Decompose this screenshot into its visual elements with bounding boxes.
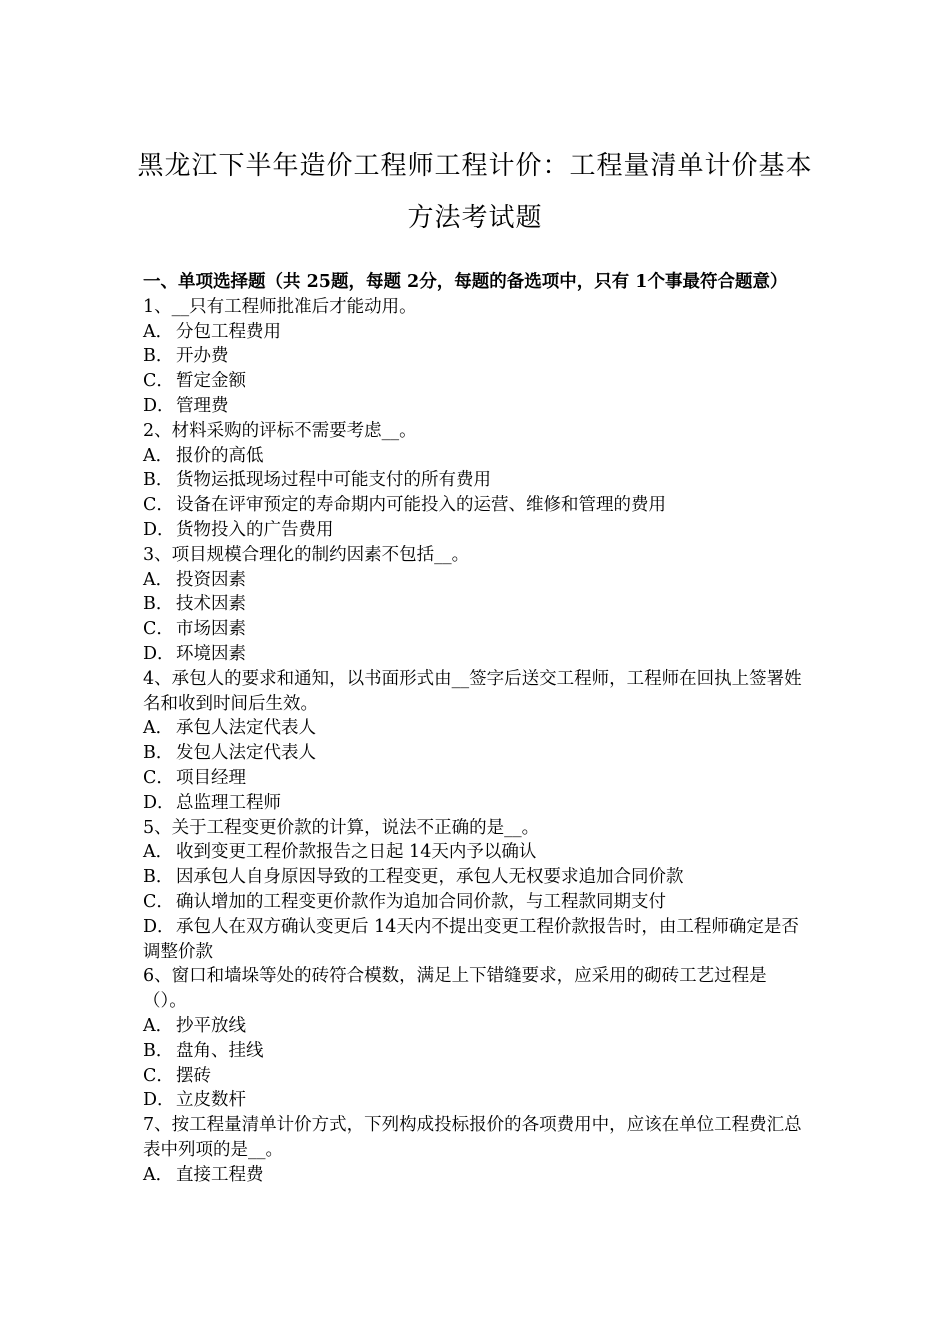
question-text: 4、承包人的要求和通知，以书面形式由__签字后送交工程师，工程师在回执上签署姓名和收到时间后生效。 — [143, 668, 802, 714]
option-letter: B． — [143, 867, 174, 888]
question-text: 1、__只有工程师批准后才能动用。 — [143, 296, 417, 317]
option-letter: D． — [143, 519, 175, 540]
section-heading: 一、单项选择题（共 25题，每题 2分，每题的备选项中，只有 1个事最符合题意） — [143, 272, 788, 292]
title-line-1: 黑龙江下半年造价工程师工程计价：工程量清单计价基本 — [137, 151, 813, 181]
option-text: 货物运抵现场过程中可能支付的所有费用 — [176, 470, 491, 491]
option-letter: A． — [143, 842, 174, 863]
answer-option — [143, 493, 808, 518]
option-letter: D． — [143, 395, 175, 416]
answer-option — [143, 766, 808, 791]
option-letter: C． — [143, 619, 174, 640]
answer-option — [143, 1014, 808, 1039]
option-text: 立皮数杆 — [176, 1090, 246, 1111]
answer-option — [143, 716, 808, 741]
answer-option — [143, 1064, 808, 1089]
option-letter: B． — [143, 594, 174, 615]
question-text: 7、按工程量清单计价方式，下列构成投标报价的各项费用中，应该在单位工程费汇总表中列项的是__。 — [143, 1115, 802, 1160]
document-body — [143, 270, 808, 1187]
option-letter: D． — [143, 643, 175, 664]
question-text: 5、关于工程变更价款的计算，说法不正确的是__。 — [143, 817, 540, 838]
title-line-2: 方法考试题 — [407, 203, 543, 233]
question-text: 2、材料采购的评标不需要考虑__。 — [143, 420, 417, 441]
question-text: 6、窗口和墙垛等处的砖符合模数，满足上下错缝要求，应采用的砌砖工艺过程是（）。 — [143, 966, 767, 1012]
option-letter: C． — [143, 495, 174, 516]
option-letter: D． — [143, 916, 175, 937]
option-text: 报价的高低 — [176, 445, 264, 466]
answer-option — [143, 468, 808, 493]
option-letter: A． — [143, 321, 174, 342]
document-title — [120, 140, 830, 244]
option-letter: A． — [143, 1164, 174, 1185]
option-letter: B． — [143, 470, 174, 491]
answer-option — [143, 394, 808, 419]
answer-option — [143, 741, 808, 766]
answer-option — [143, 1163, 808, 1188]
answer-option — [143, 592, 808, 617]
option-letter: D． — [143, 792, 175, 813]
option-text: 确认增加的工程变更价款作为追加合同价款，与工程款同期支付 — [176, 891, 666, 912]
answer-option — [143, 791, 808, 816]
option-text: 项目经理 — [176, 767, 246, 788]
option-text: 承包人在双方确认变更后 14天内不提出变更工程价款报告时，由工程师确定是否调整价款 — [143, 916, 799, 962]
option-text: 环境因素 — [176, 643, 246, 664]
option-text: 市场因素 — [176, 619, 246, 640]
option-text: 因承包人自身原因导致的工程变更，承包人无权要求追加合同价款 — [176, 867, 684, 888]
option-text: 发包人法定代表人 — [176, 743, 316, 764]
option-letter: B． — [143, 743, 174, 764]
option-letter: A． — [143, 1015, 174, 1036]
option-text: 摆砖 — [176, 1065, 211, 1086]
option-letter: A． — [143, 569, 174, 590]
question-list — [143, 295, 808, 1188]
option-letter: C． — [143, 767, 174, 788]
option-letter: A． — [143, 445, 174, 466]
answer-option — [143, 1039, 808, 1064]
answer-option — [143, 617, 808, 642]
option-text: 盘角、挂线 — [176, 1040, 264, 1061]
option-text: 分包工程费用 — [176, 321, 281, 342]
option-text: 抄平放线 — [176, 1015, 246, 1036]
option-text: 设备在评审预定的寿命期内可能投入的运营、维修和管理的费用 — [176, 495, 666, 516]
answer-option — [143, 568, 808, 593]
answer-option — [143, 1088, 808, 1113]
option-text: 收到变更工程价款报告之日起 14天内予以确认 — [176, 842, 537, 863]
answer-option — [143, 890, 808, 915]
option-letter: D． — [143, 1090, 175, 1111]
answer-option — [143, 369, 808, 394]
option-letter: B． — [143, 1040, 174, 1061]
option-text: 技术因素 — [176, 594, 246, 615]
answer-option — [143, 518, 808, 543]
answer-option — [143, 642, 808, 667]
option-letter: C． — [143, 891, 174, 912]
option-letter: A． — [143, 718, 174, 739]
option-letter: C． — [143, 1065, 174, 1086]
option-text: 货物投入的广告费用 — [176, 519, 334, 540]
answer-option — [143, 865, 808, 890]
option-text: 管理费 — [176, 395, 229, 416]
option-text: 投资因素 — [176, 569, 246, 590]
answer-option — [143, 444, 808, 469]
question-text: 3、项目规模合理化的制约因素不包括__。 — [143, 544, 470, 565]
option-text: 暂定金额 — [176, 371, 246, 392]
answer-option — [143, 915, 808, 965]
answer-option — [143, 320, 808, 345]
option-text: 直接工程费 — [176, 1164, 264, 1185]
answer-option — [143, 344, 808, 369]
option-text: 总监理工程师 — [176, 792, 281, 813]
option-letter: C． — [143, 371, 174, 392]
answer-option — [143, 840, 808, 865]
option-text: 开办费 — [176, 346, 229, 367]
option-letter: B． — [143, 346, 174, 367]
option-text: 承包人法定代表人 — [176, 718, 316, 739]
